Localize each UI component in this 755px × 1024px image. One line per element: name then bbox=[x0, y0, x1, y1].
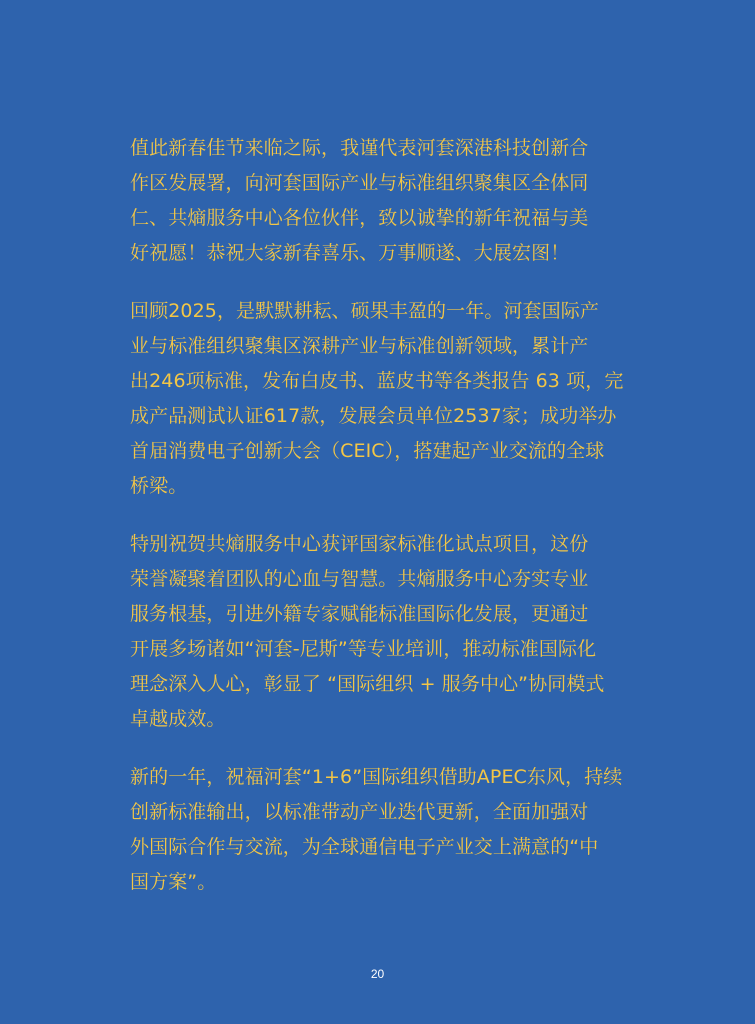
letter-body bbox=[130, 131, 637, 923]
paragraph-congratulations bbox=[130, 527, 637, 737]
text-line: 特别祝贺共熵服务中心获评国家标准化试点项目，这份 bbox=[130, 533, 589, 555]
text-line: 作区发展署，向河套国际产业与标准组织聚集区全体同 bbox=[130, 172, 589, 194]
paragraph-greeting bbox=[130, 131, 637, 271]
text-line: 创新标准输出，以标准带动产业迭代更新，全面加强对 bbox=[130, 801, 589, 823]
text-line: 出246项标准，发布白皮书、蓝皮书等各类报告 63 项，完 bbox=[130, 370, 624, 392]
text-line: 卓越成效。 bbox=[130, 708, 226, 730]
text-line: 荣誉凝聚着团队的心血与智慧。共熵服务中心夯实专业 bbox=[130, 568, 589, 590]
text-line: 首届消费电子创新大会（CEIC），搭建起产业交流的全球 bbox=[130, 440, 605, 462]
text-line: 好祝愿！恭祝大家新春喜乐、万事顺遂、大展宏图！ bbox=[130, 242, 570, 264]
text-line: 仁、共熵服务中心各位伙伴，致以诚挚的新年祝福与美 bbox=[130, 207, 589, 229]
text-line: 新的一年，祝福河套“1+6”国际组织借助APEC东风，持续 bbox=[130, 766, 623, 788]
text-line: 值此新春佳节来临之际，我谨代表河套深港科技创新合 bbox=[130, 137, 589, 159]
text-line: 桥梁。 bbox=[130, 475, 188, 497]
paragraph-review-2025 bbox=[130, 294, 637, 504]
text-line: 服务根基，引进外籍专家赋能标准国际化发展，更通过 bbox=[130, 603, 589, 625]
text-line: 成产品测试认证617款，发展会员单位2537家；成功举办 bbox=[130, 405, 617, 427]
text-line: 国方案”。 bbox=[130, 871, 217, 893]
text-line: 回顾2025，是默默耕耘、硕果丰盈的一年。河套国际产 bbox=[130, 300, 599, 322]
page-number: 20 bbox=[370, 967, 385, 981]
text-line: 外国际合作与交流，为全球通信电子产业交上满意的“中 bbox=[130, 836, 599, 858]
text-line: 理念深入人心，彰显了 “国际组织 + 服务中心”协同模式 bbox=[130, 673, 605, 695]
text-line: 业与标准组织聚集区深耕产业与标准创新领域，累计产 bbox=[130, 335, 589, 357]
paragraph-new-year-wishes bbox=[130, 760, 637, 900]
text-line: 开展多场诸如“河套-尼斯”等专业培训，推动标准国际化 bbox=[130, 638, 597, 660]
